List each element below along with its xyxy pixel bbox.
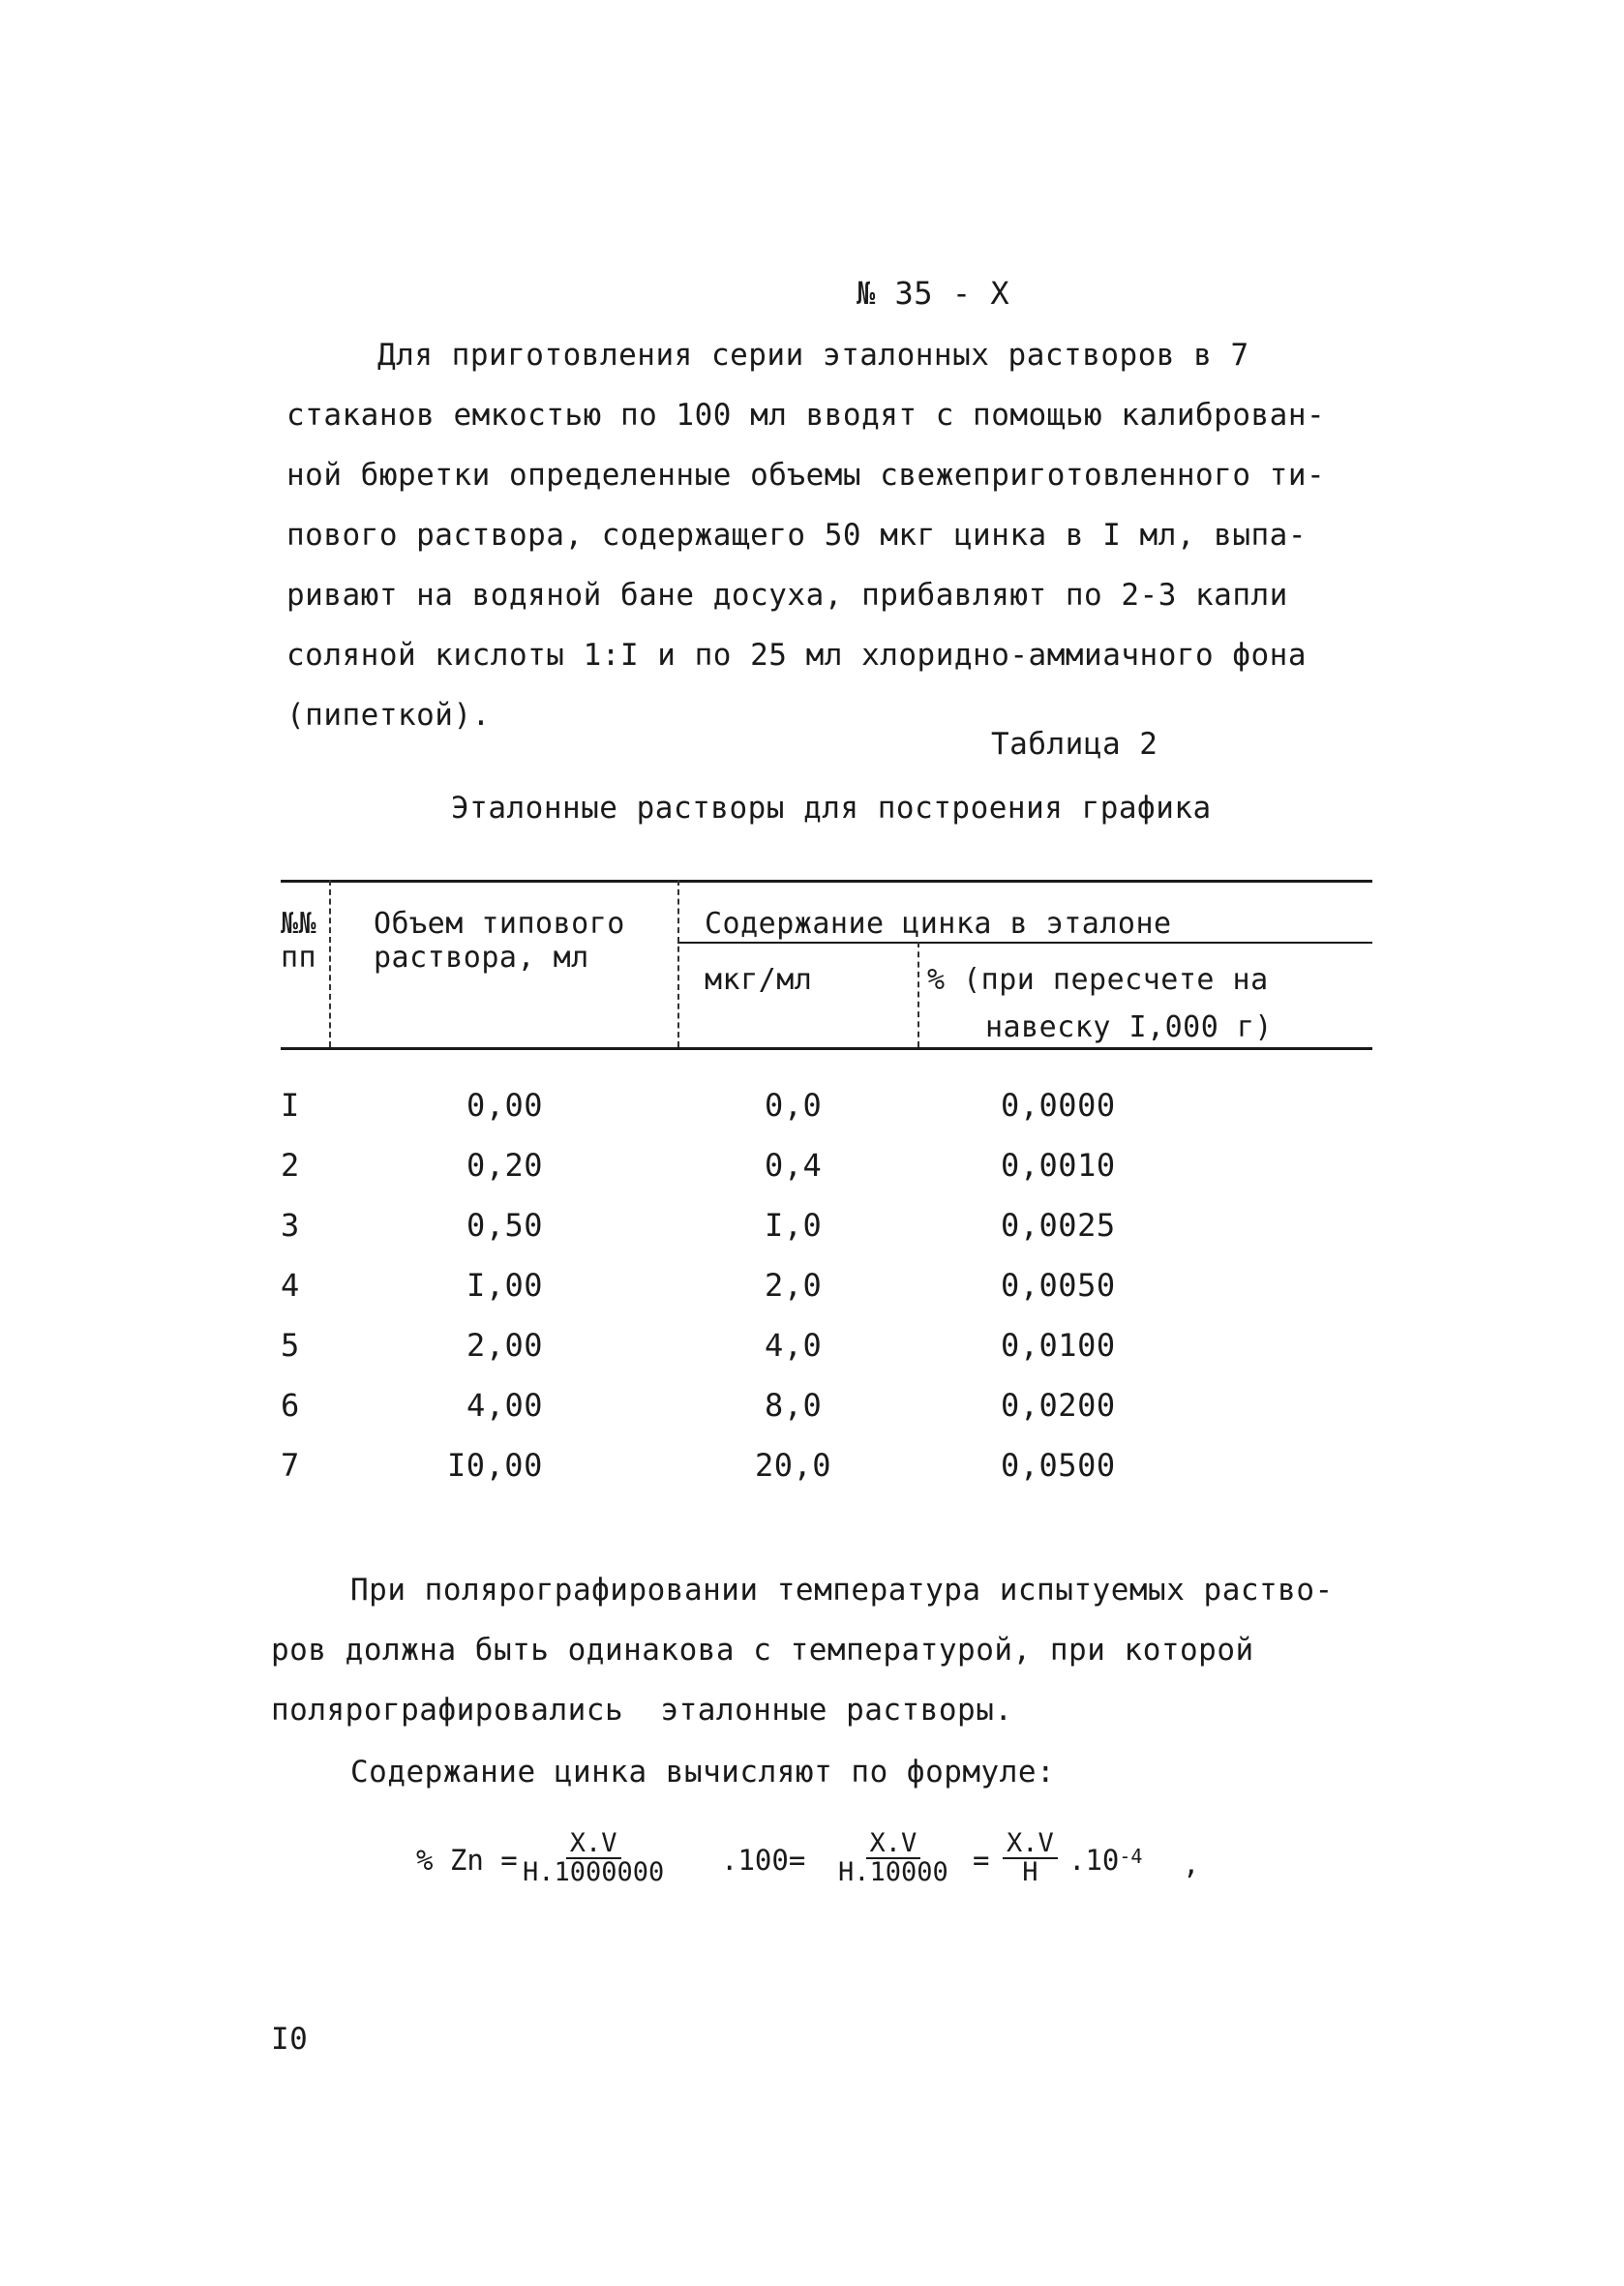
table-title: Эталонные растворы для построения графика [451,791,1212,826]
paragraph-line: пового раствора, содержащего 50 мкг цинка в I мл, выпа- [286,518,1307,553]
page-number: I0 [271,2022,309,2057]
fraction-denominator: H.10000 [838,1857,948,1888]
row-percent: 0,0025 [1001,1207,1116,1244]
table-top-rule [281,880,1372,883]
row-volume: 4,00 [466,1387,544,1424]
formula-exponent: -4 [1119,1845,1143,1868]
formula-comma: , [1183,1848,1200,1880]
fraction-denominator: H.1000000 [523,1857,665,1888]
row-number: 5 [281,1327,300,1364]
row-number: 4 [281,1267,300,1304]
table-column-divider [329,880,331,1047]
row-volume: 0,50 [466,1207,544,1244]
row-volume: I,00 [466,1267,544,1304]
row-percent: 0,0200 [1001,1387,1116,1424]
table-label: Таблица 2 [991,727,1158,762]
row-mcg: 0,0 [765,1087,823,1124]
paragraph-line: ров должна быть одинакова с температурой, при которой [271,1633,1254,1668]
formula-lhs: % Zn = [416,1844,518,1877]
table-column-divider [677,880,679,1047]
formula-intro: Содержание цинка вычисляют по формуле: [350,1755,1056,1790]
fraction-numerator: X.V [1003,1830,1058,1859]
paragraph-line: ривают на водяной бане досуха, прибавляют по 2-3 капли [286,578,1288,613]
formula-tail [1068,1844,1143,1877]
row-number: I [281,1087,300,1124]
row-mcg: 20,0 [755,1447,832,1484]
table-group-rule [677,942,1372,944]
row-mcg: 4,0 [765,1327,823,1364]
table-header-rule [281,1047,1372,1050]
row-percent: 0,0500 [1001,1447,1116,1484]
row-mcg: I,0 [765,1207,823,1244]
fraction [834,1830,952,1887]
row-mcg: 2,0 [765,1267,823,1304]
row-percent: 0,0050 [1001,1267,1116,1304]
paragraph-line: (пипеткой). [286,698,491,733]
paragraph-line: Для приготовления серии эталонных растворов в 7 [377,338,1249,373]
row-volume: 0,00 [466,1087,544,1124]
fraction-numerator: X.V [566,1830,621,1859]
fraction [519,1830,668,1887]
row-number: 6 [281,1387,300,1424]
row-mcg: 0,4 [765,1147,823,1184]
col-number-header: №№ [281,907,317,941]
paragraph-line: полярографировались эталонные растворы. [271,1693,1013,1728]
fraction [1003,1830,1058,1887]
paragraph-line: При полярографировании температура испытуемых раство- [350,1573,1334,1608]
col-volume-header: Объем типового [374,907,625,941]
row-percent: 0,0000 [1001,1087,1116,1124]
row-volume: 2,00 [466,1327,544,1364]
paragraph-line: стаканов емкостью по 100 мл вводят с помощью калиброван- [286,398,1326,433]
row-number: 2 [281,1147,300,1184]
group-header: Содержание цинка в эталоне [705,907,1172,941]
row-volume: I0,00 [447,1447,543,1484]
formula-operator: .100= [721,1844,806,1877]
row-number: 3 [281,1207,300,1244]
row-percent: 0,0010 [1001,1147,1116,1184]
table-column-divider [917,942,919,1047]
row-percent: 0,0100 [1001,1327,1116,1364]
col-number-header: пп [281,941,317,975]
col-mcg-header: мкг/мл [705,963,813,997]
row-volume: 0,20 [466,1147,544,1184]
col-volume-header: раствора, мл [374,941,589,975]
paragraph-line: соляной кислоты 1:I и по 25 мл хлоридно-аммиачного фона [286,638,1307,673]
formula-tail-base: .10 [1068,1844,1120,1877]
col-percent-header: % (при пересчете на [927,963,1269,997]
row-number: 7 [281,1447,300,1484]
fraction-numerator: X.V [866,1830,921,1859]
col-percent-header: навеску I,000 г) [985,1010,1273,1044]
document-number: № 35 - X [857,275,1010,312]
fraction-denominator: H [1022,1857,1038,1888]
paragraph-line: ной бюретки определенные объемы свежеприготовленного ти- [286,458,1326,493]
row-mcg: 8,0 [765,1387,823,1424]
formula-operator: = [973,1844,990,1877]
